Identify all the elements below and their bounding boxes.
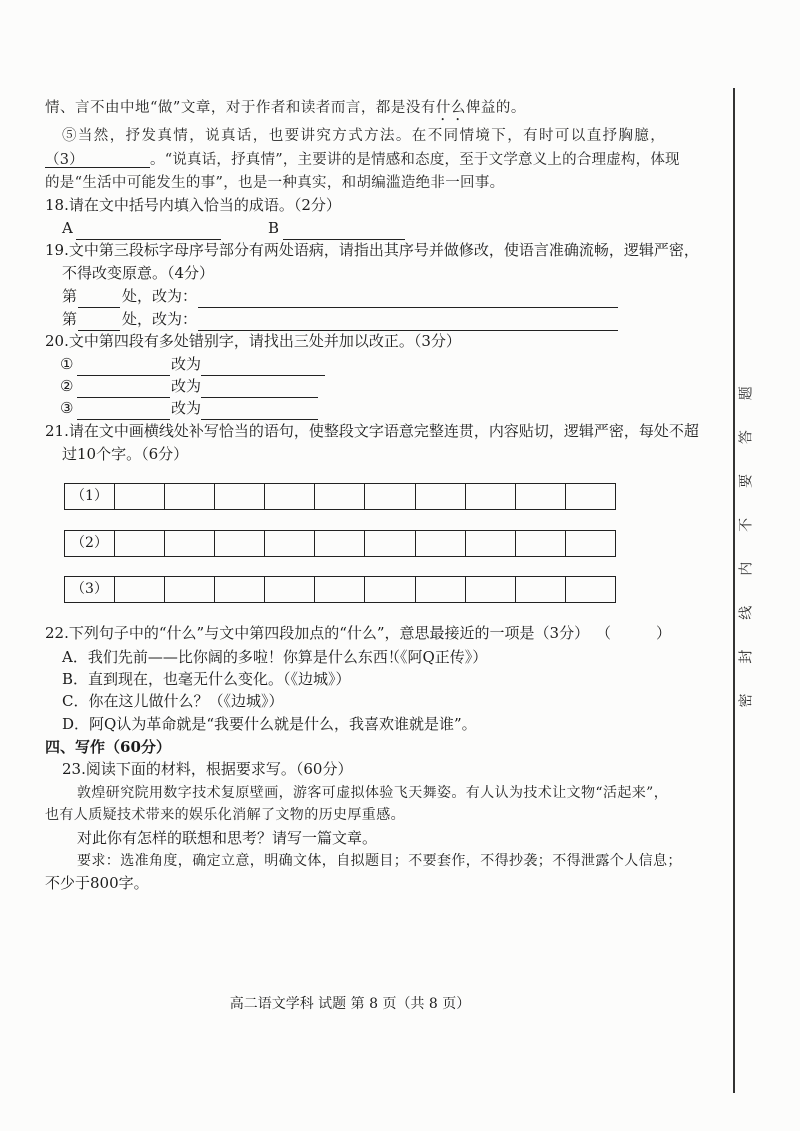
answer-cell [515,577,565,602]
answer-cell [214,577,264,602]
answer-cell [515,531,565,556]
passage-blank-3 [45,149,150,168]
q18-label-a: A [62,219,73,237]
q19-stem-line-2: 不得改变原意。（4分） [62,264,215,282]
q21-answer-grid [64,483,616,510]
q23-prompt: 对此你有怎样的联想和思考？请写一篇文章。 [77,829,378,847]
q21-answer-grid [64,576,616,603]
passage-text: 俾益的。 [465,100,526,116]
blank-label: （3） [45,152,84,168]
answer-cell [314,577,364,602]
answer-cell [465,577,515,602]
q20-wrong-char-blank [77,353,170,376]
grid-label: （2） [71,535,108,551]
answer-cell [264,484,314,509]
passage-line-1 [45,97,526,119]
answer-cell [164,484,214,509]
q19-row-suffix: 处，改为： [122,287,198,305]
answer-cell [364,484,414,509]
q18-stem: 18.请在文中括号内填入恰当的成语。（2分） [45,196,341,214]
q22-stem: 22.下列句子中的“什么”与文中第四段加点的“什么”，意思最接近的一项是（3分） [45,624,590,642]
answer-cell [465,531,515,556]
answer-cell [314,484,364,509]
answer-cell [164,531,214,556]
grid-label: （1） [71,488,108,504]
section-heading: 四、写作（60分） [45,738,171,756]
answer-cell [465,484,515,509]
q22-option-a-source: （《阿Q正传》） [385,648,488,666]
passage-line-4: 的是“生活中可能发生的事”，也是一种真实，和胡编滥造绝非一回事。 [45,175,505,191]
answer-cell [364,577,414,602]
answer-cell [565,484,615,509]
q19-stem-line-1: 19.文中第三段标字母序号部分有两处语病，请指出其序号并做修改，使语言准确流畅，逻辑严密， [45,241,699,259]
answer-cell [264,577,314,602]
q20-correction-blank [201,397,318,420]
passage-text: 情、言不由中地“做”文章，对于作者和读者而言，都是没有 [45,100,436,116]
passage-text: 。“说真话，抒真情”，主要讲的是情感和态度，至于文学意义上的合理虚构，体现 [150,152,680,168]
q23-material-line-2: 也有人质疑技术带来的娱乐化消解了文物的历史厚重感。 [45,807,405,823]
q20-stem: 20.文中第四段有多处错别字，请找出三处并加以改正。（3分） [45,332,461,350]
q19-row-prefix: 第 [62,287,78,305]
q23-requirement-line-1: 要求：选准角度，确定立意，明确文体，自拟题目；不要套作，不得抄袭；不得泄露个人信息； [77,853,682,869]
q19-position-blank [78,285,120,308]
grid-label: （3） [71,581,108,597]
seal-line [733,88,735,1093]
answer-cell [565,577,615,602]
answer-cell [415,484,465,509]
answer-cell [214,531,264,556]
q18-label-b: B [268,219,280,237]
q19-revision-blank [198,308,618,331]
q20-item-number: ② [60,377,74,395]
q21-stem-line-1: 21.请在文中画横线处补写恰当的语句，使整段文字语意完整连贯，内容贴切，逻辑严密，每处不超 [45,422,699,440]
passage-line-3 [45,149,680,171]
q22-option-a: A．我们先前——比你阔的多啦！你算是什么东西！ [62,648,403,666]
q19-row-prefix: 第 [62,310,78,328]
answer-cell [114,484,164,509]
q21-stem-line-2: 过10个字。（6分） [62,445,189,463]
answer-cell [114,577,164,602]
q20-item-number: ③ [60,399,74,417]
q23-material-line-1: 敦煌研究院用数字技术复原壁画，游客可虚拟体验飞天舞姿。有人认为技术让文物“活起来”， [77,785,669,801]
answer-cell [314,531,364,556]
q21-answer-grid [64,530,616,557]
answer-cell [364,531,414,556]
q20-correction-blank [201,375,318,398]
q20-item-number: ① [60,355,74,373]
dotted-word: 什么 [435,100,466,116]
answer-cell [415,577,465,602]
answer-cell [264,531,314,556]
answer-cell [415,531,465,556]
answer-cell [214,484,264,509]
q19-position-blank [78,308,120,331]
q20-connector: 改为 [171,399,202,417]
q19-row-suffix: 处，改为： [122,310,198,328]
page-footer: 高二语文学科 试题 第 8 页（共 8 页） [229,996,471,1012]
q20-wrong-char-blank [77,375,170,398]
q20-wrong-char-blank [77,397,170,420]
passage-line-2: ⑤当然，抒发真情，说真话，也要讲究方式方法。在不同情境下，有时可以直抒胸臆， [62,128,667,144]
q20-connector: 改为 [171,355,202,373]
answer-cell [114,531,164,556]
q22-option-b: B．直到现在，也毫无什么变化。（《边城》） [62,670,351,688]
q23-stem: 23.阅读下面的材料，根据要求写。（60分） [62,760,353,778]
answer-cell [164,577,214,602]
q22-option-c: C．你在这儿做什么？（《边城》） [62,692,284,710]
q20-correction-blank [201,353,325,376]
answer-cell [565,531,615,556]
seal-line-notice: 密封线内不要答题 [738,355,754,707]
q23-requirement-line-2: 不少于800字。 [45,874,149,892]
q20-connector: 改为 [171,377,202,395]
q18-answer-blank-b [283,217,405,240]
q22-answer-bracket: （ ） [596,624,672,642]
q18-answer-blank-a [76,217,221,240]
answer-cell [515,484,565,509]
q19-revision-blank [198,285,618,308]
q22-option-d: D．阿Q认为革命就是“我要什么就是什么，我喜欢谁就是谁”。 [62,715,477,733]
